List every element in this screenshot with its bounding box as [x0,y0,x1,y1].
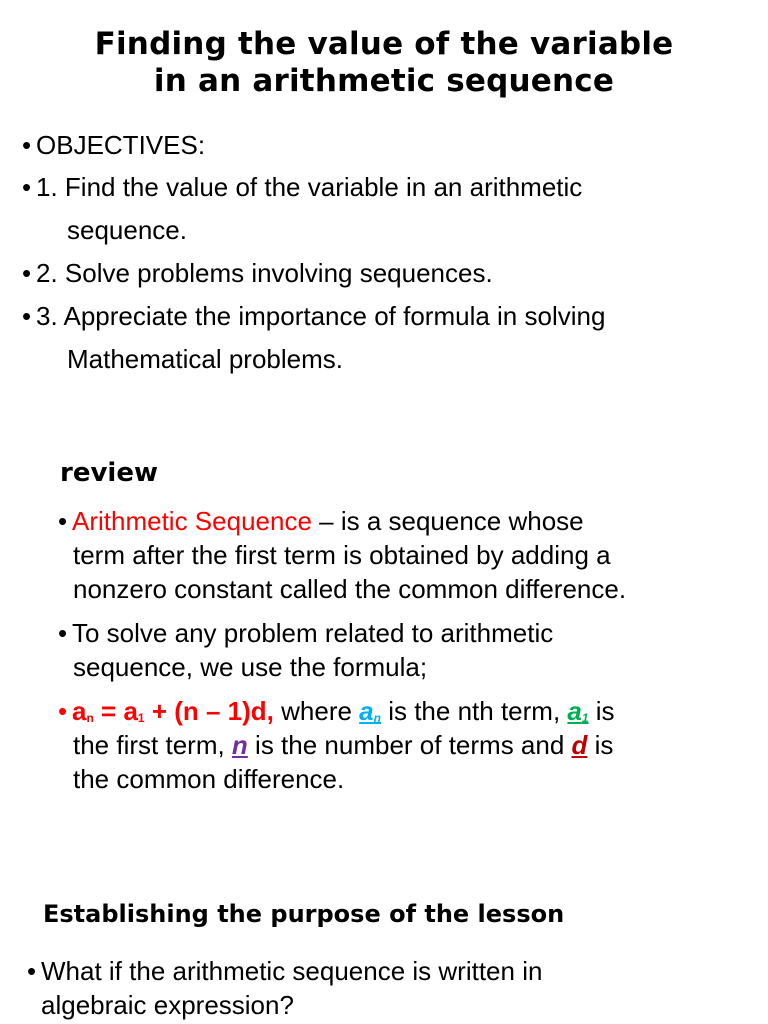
formula-line-3: the common difference. [73,764,345,794]
formula-line-2b: is the number of terms and [247,730,572,760]
review-heading: review [60,458,158,488]
definition-line-3: nonzero constant called the common difference. [73,574,627,604]
bullet: • [58,696,68,726]
review-definition [58,506,584,536]
objective-3-line-1: 3. Appreciate the importance of formula in solving [36,301,606,331]
purpose-question-line-2: algebraic expression? [41,990,294,1020]
bullet: • [22,301,32,331]
formula-a: a [72,696,87,726]
formula-line-2c: is [587,730,614,760]
review-solve [58,618,553,648]
page-title [0,26,768,100]
objectives-header-text: OBJECTIVES: [36,130,206,160]
var-an-sub: n [373,711,381,725]
title-line-1: Finding the value of the variable [94,26,674,62]
var-an-letter: a [359,696,374,726]
definition-line-2: term after the first term is obtained by adding a [73,540,611,570]
bullet: • [22,258,32,288]
definition-line-1: – is a sequence whose [311,506,584,536]
formula-line-2 [73,730,613,760]
solve-line-1: To solve any problem related to arithmetic [72,618,554,648]
objective-2-text: 2. Solve problems involving sequences. [36,258,493,288]
purpose-question-line-1: What if the arithmetic sequence is written in [41,956,543,986]
formula-where: where [273,696,360,726]
var-a1-sub: 1 [581,711,589,725]
objective-item-1 [22,172,582,202]
formula-n-sub: n [86,711,94,725]
objective-1-line-1: 1. Find the value of the variable in an arithmetic [36,172,583,202]
formula-rest: + (n – 1)d, [144,696,274,726]
var-d: d [571,730,588,760]
var-a1-letter: a [567,696,582,726]
review-formula [58,696,615,731]
bullet: • [27,956,37,986]
definition-term: Arithmetic Sequence [72,506,312,536]
bullet: • [22,172,32,202]
solve-line-2: sequence, we use the formula; [73,652,428,682]
purpose-heading: Establishing the purpose of the lesson [43,900,565,928]
objectives-header [22,130,205,160]
objective-item-2 [22,258,493,288]
formula-expression [72,696,274,726]
objective-item-3 [22,301,605,331]
bullet: • [58,506,68,536]
formula-1-sub: 1 [137,711,145,725]
bullet: • [22,130,32,160]
formula-line-2a: the first term, [73,730,232,760]
purpose-question [27,956,542,986]
var-an [359,696,381,726]
objective-3-line-2: Mathematical problems. [67,344,343,374]
formula-is: is [588,696,615,726]
title-line-2: in an arithmetic sequence [153,63,615,99]
var-n: n [231,730,248,760]
objective-1-line-2: sequence. [67,215,187,245]
bullet: • [58,618,68,648]
var-a1 [567,696,588,726]
formula-eq: = a [93,696,138,726]
formula-is-nth: is the nth term, [380,696,568,726]
